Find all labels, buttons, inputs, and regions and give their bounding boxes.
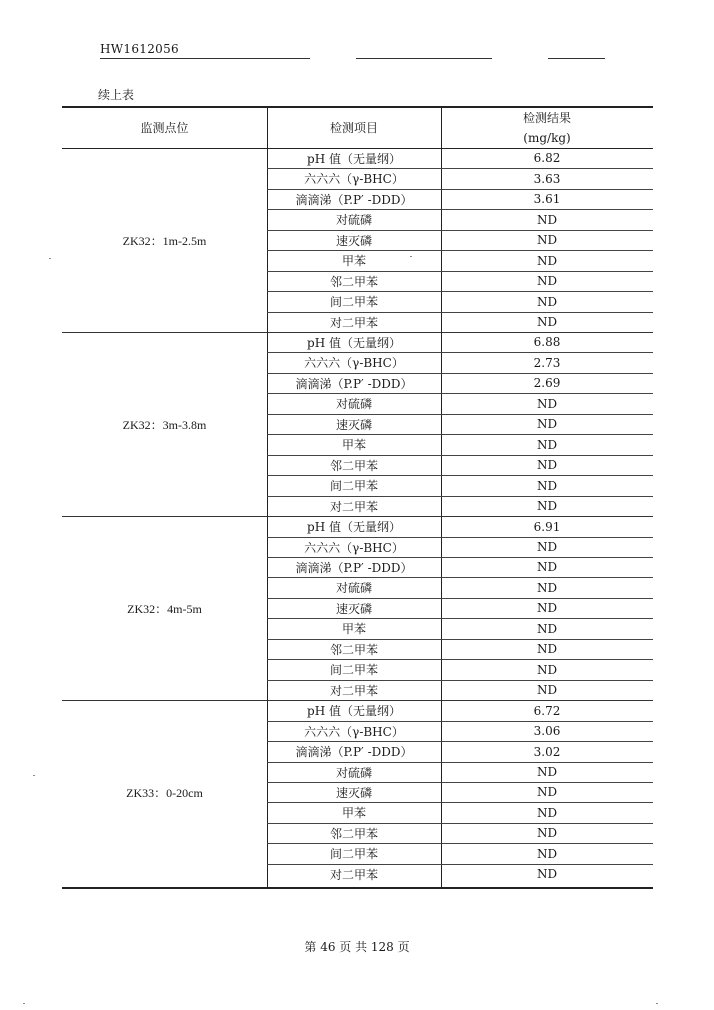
- result-cell: ND: [536, 580, 558, 595]
- continued-label: 续上表: [98, 88, 135, 102]
- test-item-cell: 间二甲苯: [329, 663, 378, 677]
- test-item-cell: 六六六（γ-BHC）: [304, 356, 404, 370]
- result-cell: 6.82: [533, 151, 561, 165]
- test-item-cell: 间二甲苯: [329, 479, 378, 493]
- result-cell: 3.63: [533, 171, 561, 186]
- scan-speck: [33, 775, 35, 776]
- location-cell: ZK32：4m-5m: [127, 601, 202, 616]
- result-cell: ND: [536, 253, 558, 268]
- result-cell: ND: [536, 437, 558, 452]
- result-cell: 2.69: [533, 376, 561, 390]
- scan-speck: [410, 256, 412, 257]
- test-item-cell: 邻二甲苯: [329, 458, 378, 473]
- test-item-cell: 对硫磷: [335, 213, 372, 227]
- header-rule-middle: [356, 58, 492, 59]
- test-item-cell: 速灭磷: [335, 417, 372, 432]
- result-cell: ND: [536, 765, 558, 779]
- test-item-cell: pH 值（无量纲）: [307, 151, 401, 166]
- table-bottom-border: [62, 887, 653, 889]
- result-cell: ND: [536, 294, 558, 309]
- result-cell: ND: [536, 785, 558, 799]
- result-cell: ND: [536, 601, 558, 615]
- test-item-cell: 速灭磷: [335, 601, 372, 616]
- test-item-cell: 邻二甲苯: [329, 274, 378, 289]
- test-item-cell: 邻二甲苯: [329, 642, 378, 657]
- test-item-cell: 滴滴涕（P.P′ -DDD）: [295, 192, 413, 207]
- test-item-cell: 对二甲苯: [329, 683, 378, 698]
- test-item-cell: 滴滴涕（P.P′ -DDD）: [295, 745, 413, 759]
- test-item-cell: 对硫磷: [335, 397, 372, 411]
- header-location: 监测点位: [140, 121, 189, 135]
- header-rule-right: [548, 58, 605, 59]
- result-cell: ND: [536, 540, 558, 554]
- result-cell: ND: [536, 867, 558, 881]
- test-item-cell: 间二甲苯: [329, 847, 378, 861]
- test-item-cell: 甲苯: [341, 254, 366, 268]
- result-cell: ND: [536, 233, 558, 247]
- test-item-cell: 对硫磷: [335, 765, 372, 780]
- result-cell: ND: [536, 396, 558, 411]
- result-cell: ND: [536, 662, 558, 677]
- test-item-cell: 速灭磷: [335, 233, 372, 248]
- result-cell: 2.73: [533, 355, 561, 370]
- header-item: 检测项目: [329, 121, 378, 135]
- header-rule-left: [100, 58, 310, 59]
- test-item-cell: 甲苯: [341, 622, 366, 636]
- location-cell: ZK32：1m-2.5m: [122, 233, 207, 248]
- test-item-cell: 滴滴涕（P.P′ -DDD）: [295, 560, 413, 575]
- test-item-cell: 六六六（γ-BHC）: [304, 540, 404, 555]
- test-item-cell: 对二甲苯: [329, 499, 378, 514]
- test-item-cell: 甲苯: [341, 806, 366, 820]
- result-cell: ND: [536, 478, 558, 493]
- test-item-cell: 对二甲苯: [329, 315, 378, 330]
- test-item-cell: pH 值（无量纲）: [307, 520, 401, 534]
- result-cell: 6.91: [533, 519, 561, 534]
- result-cell: ND: [536, 846, 558, 861]
- result-cell: ND: [536, 458, 558, 472]
- location-cell: ZK32：3m-3.8m: [122, 417, 207, 432]
- test-item-cell: 六六六（γ-BHC）: [304, 724, 404, 739]
- result-cell: 3.02: [533, 744, 561, 759]
- test-item-cell: 甲苯: [341, 438, 366, 452]
- result-cell: ND: [536, 560, 558, 574]
- test-item-cell: 邻二甲苯: [329, 826, 378, 841]
- result-cell: ND: [536, 683, 558, 697]
- test-item-cell: 对硫磷: [335, 581, 372, 595]
- result-cell: 6.72: [533, 703, 561, 718]
- result-cell: 6.88: [533, 335, 561, 349]
- result-cell: ND: [536, 621, 558, 636]
- result-cell: ND: [536, 212, 558, 227]
- page-number: 第 46 页 共 128 页: [304, 940, 410, 954]
- location-cell: ZK33：0-20cm: [126, 785, 203, 800]
- result-cell: ND: [536, 805, 558, 820]
- scan-speck: [49, 258, 51, 259]
- report-id: HW1612056: [100, 42, 179, 56]
- result-cell: ND: [536, 274, 558, 288]
- header-unit: (mg/kg): [523, 131, 571, 145]
- test-item-cell: 对二甲苯: [329, 867, 378, 882]
- result-cell: ND: [536, 642, 558, 656]
- result-cell: 3.06: [533, 724, 561, 738]
- test-item-cell: 滴滴涕（P.P′ -DDD）: [295, 376, 413, 391]
- scan-speck: [23, 1003, 25, 1004]
- test-item-cell: 速灭磷: [335, 785, 372, 800]
- result-cell: 3.61: [533, 192, 561, 206]
- result-cell: ND: [536, 826, 558, 840]
- test-item-cell: pH 值（无量纲）: [307, 704, 401, 718]
- result-cell: ND: [536, 499, 558, 513]
- test-item-cell: 间二甲苯: [329, 295, 378, 309]
- scan-speck: [656, 1003, 658, 1004]
- test-item-cell: 六六六（γ-BHC）: [304, 172, 404, 186]
- test-item-cell: pH 值（无量纲）: [307, 335, 401, 350]
- result-cell: ND: [536, 417, 558, 431]
- result-cell: ND: [536, 315, 558, 329]
- header-result: 检测结果: [522, 111, 571, 125]
